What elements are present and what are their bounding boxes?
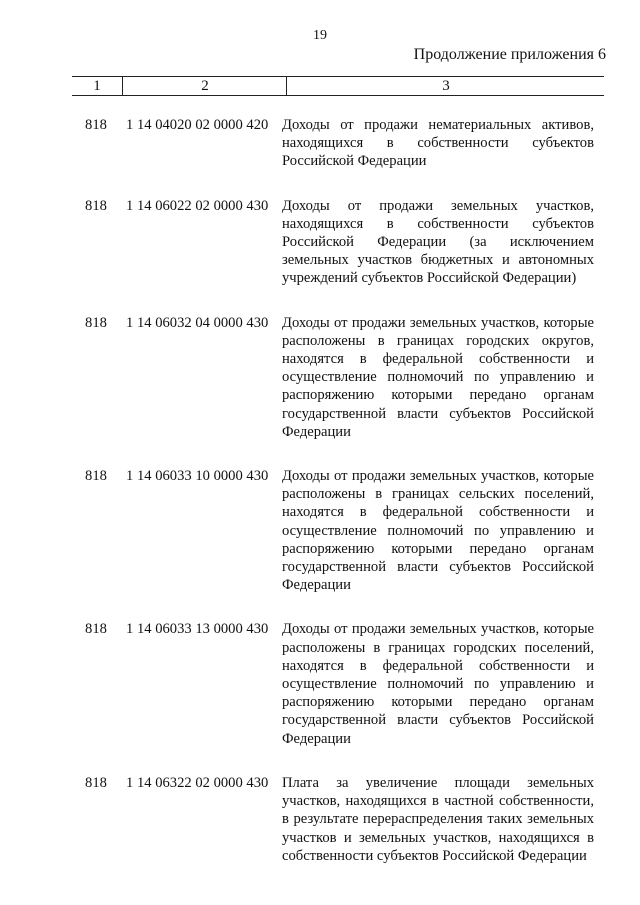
continuation-label: Продолжение приложения 6 (413, 46, 606, 63)
budget-classification-code: 1 14 06022 02 0000 430 (126, 197, 269, 214)
budget-classification-code: 1 14 06033 13 0000 430 (126, 621, 269, 638)
table-row (72, 620, 604, 747)
admin-code: 818 (85, 197, 107, 214)
revenue-description: Доходы от продажи земельных участков, которые расположены в границах городских поселений, находятся в федеральной собственности и осуществление полномочий по управлению и распоряжению которыми передано органам государственной власти субъектов Российской Федерации (282, 621, 594, 747)
table-row (72, 116, 604, 171)
table-header-col-3: 3 (286, 77, 605, 95)
budget-classification-code: 1 14 04020 02 0000 420 (126, 117, 269, 133)
budget-classification-code: 1 14 06032 04 0000 430 (126, 314, 269, 331)
admin-code: 818 (85, 314, 107, 331)
table-header (72, 76, 604, 96)
revenue-description: Доходы от продажи нематериальных активов, находящихся в собственности субъектов Российской Федерации (282, 117, 594, 170)
table-row (72, 197, 604, 288)
revenue-description: Доходы от продажи земельных участков, которые расположены в границах сельских поселений, находятся в федеральной собственности и осуществление полномочий по управлению и распоряжению которыми передано органам государственной власти субъектов Российской Федерации (282, 468, 594, 594)
table-row (72, 314, 604, 441)
table-header-col-2: 2 (122, 77, 287, 95)
revenue-description: Доходы от продажи земельных участков, находящихся в собственности субъектов Российской Федерации (за исключением земельных участков бюджетных и автономных учреждений субъектов Российской Федерации) (282, 197, 594, 287)
admin-code: 818 (85, 774, 107, 791)
admin-code: 818 (85, 117, 107, 133)
budget-classification-code: 1 14 06033 10 0000 430 (126, 468, 269, 485)
budget-classification-code: 1 14 06322 02 0000 430 (126, 774, 269, 791)
table-body (72, 116, 604, 891)
table-header-col-1: 1 (93, 78, 101, 94)
admin-code: 818 (85, 468, 107, 485)
revenue-description: Доходы от продажи земельных участков, которые расположены в границах городских округов, находятся в федеральной собственности и осуществление полномочий по управлению и распоряжению которыми передано органам государственной власти субъектов Российской Федерации (282, 314, 594, 440)
revenue-description: Плата за увеличение площади земельных участков, находящихся в частной собственности, в результате перераспределения таких земельных участков и земельных участков, находящихся в собственности субъектов Российской Федерации (282, 774, 594, 864)
page-number: 19 (313, 28, 327, 43)
admin-code: 818 (85, 621, 107, 638)
table-row (72, 774, 604, 865)
table-row (72, 467, 604, 594)
